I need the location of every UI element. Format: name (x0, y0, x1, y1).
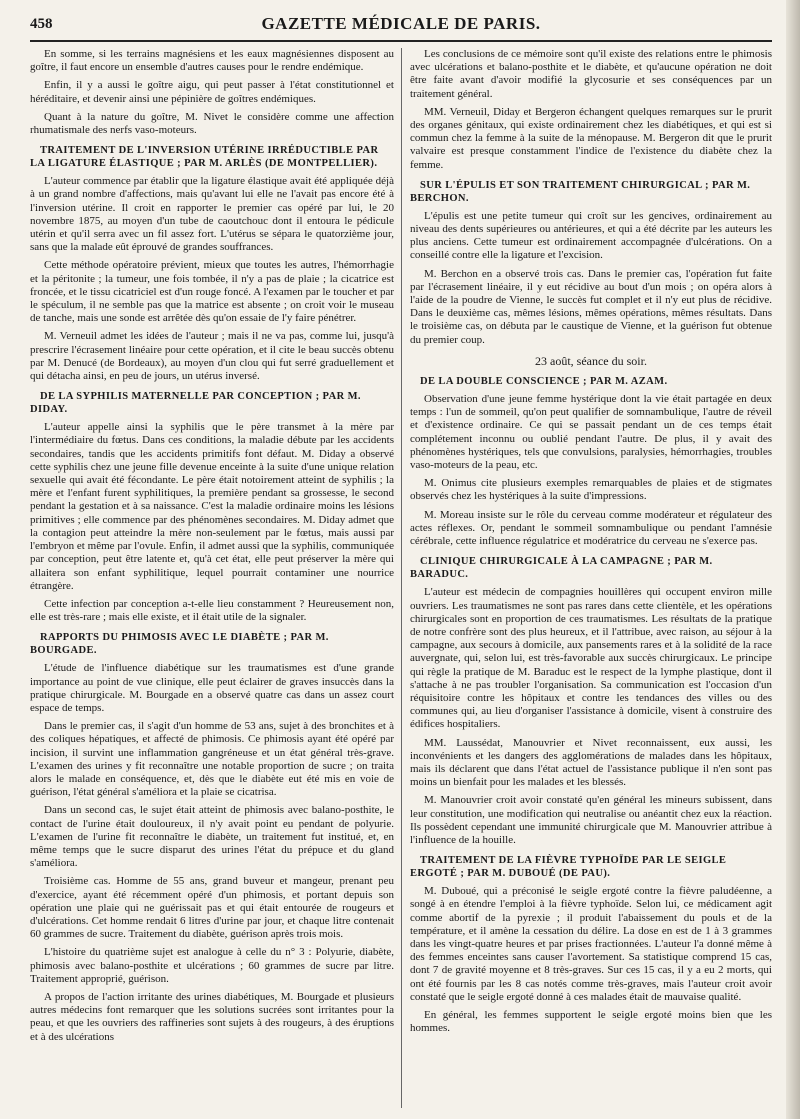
section-heading-clinique: CLINIQUE CHIRURGICALE À LA CAMPAGNE ; PAR M. BARADUC. (410, 556, 713, 581)
section-heading-phimosis: RAPPORTS DU PHIMOSIS AVEC LE DIABÈTE ; PAR M. BOURGADE. (30, 632, 329, 657)
paragraph-inversion-3: M. Verneuil admet les idées de l'auteur ; mais il ne va pas, comme lui, jusqu'à prescrire l'écrasement linéaire pour cette opération, et il cite le beau succès obtenu par M. Denucé (de Bordeaux), au moyen d'un clou qui fut serré graduellement et qui détacha ainsi, en peu de jours, un utérus inversé. (30, 330, 394, 383)
paragraph-clinique-3: M. Manouvrier croit avoir constaté qu'en général les mineurs subissent, dans leur constitution, une modification qui neutralise ou anéantit chez eux la réaction. Ils possèdent cependant une immunité chirurgicale que M. Manouvrier attribue à l'influence de la houille. (410, 794, 772, 846)
paragraph-typhoide-2: En général, les femmes supportent le seigle ergoté moins bien que les hommes. (410, 1008, 772, 1035)
paragraph-phimosis-4: Troisième cas. Homme de 55 ans, grand buveur et mangeur, prenant peu d'exercice, ayant été récemment opéré d'un phimosis, et portant depuis son opération une plaie qui ne guérissait pas et qui était entourée de rougeurs et d'ulcérations. Cet homme rendait 6 litres d'urine par jour, et chaque litre contenait 60 grammes de sucre. Traitement du diabète, guérison après trois mois. (30, 875, 394, 941)
header-rule (30, 40, 772, 42)
paragraph-goitre-1: En somme, si les terrains magnésiens et les eaux magnésiennes disposent au goître, il faut encore un ensemble d'autres causes pour le rendre endémique. (30, 48, 394, 74)
page-edge-shadow (786, 0, 800, 1119)
paragraph-prurit: MM. Verneuil, Diday et Bergeron échangent quelques remarques sur le prurit des organes génitaux, qui existe ordinairement chez les diabétiques, et qui est si commun chez la femme à la suite de la ménopause. M. Bergeron dit que le prurit valvaire est presque constamment l'indice de l'existence du diabète chez la femme. (410, 105, 772, 171)
paragraph-clinique-2: MM. Laussédat, Manouvrier et Nivet reconnaissent, eux aussi, les inconvénients et les dangers des agglomérations de malades dans les hôpitaux, mais ils déclarent que dans l'état actuel de l'assistance publique il n'en sont pas moins un bienfait pour les malades et les blessés. (410, 736, 772, 789)
paragraph-goitre-3: Quant à la nature du goître, M. Nivet le considère comme une affection rhumatismale des nerfs vaso-moteurs. (30, 110, 394, 137)
section-heading-epulis: SUR L'ÉPULIS ET SON TRAITEMENT CHIRURGICAL ; PAR M. BERCHON. (410, 179, 751, 204)
paragraph-syphilis-2: Cette infection par conception a-t-elle lieu constamment ? Heureusement non, elle est très-rare ; mais elle existe, et il était utile de la signaler. (30, 597, 394, 624)
paragraph-phimosis-1: L'étude de l'influence diabétique sur les traumatismes est d'une grande importance au point de vue clinique, elle peut éclairer de graves insuccès dans la pratique chirurgicale. M. Bourgade en a observé quatre cas dans un assez court espace de temps. (30, 662, 394, 714)
left-column (30, 48, 394, 1112)
paragraph-conscience-3: M. Moreau insiste sur le rôle du cerveau comme modérateur et régulateur des actes réflexes. Or, pendant le sommeil somnambulique ou pendant l'amnésie cérébrale, cette influence régulatrice et modératrice du cerveau ne s'exerce pas. (410, 508, 772, 548)
paragraph-inversion-2: Cette méthode opératoire prévient, mieux que toutes les autres, l'hémorrhagie et la péritonite ; la tumeur, une fois tombée, il n'y a pas de plaie ; la cicatrice est froncée, et le tissu cicatriciel est d'un rouge foncé. A l'examen par le toucher et par le spéculum, il ne semble pas que la matrice est absente ; on croit voir le museau de tanche, mais une sonde est arrêtée dès qu'on essaie de l'y faire pénétrer. (30, 259, 394, 325)
paragraph-goitre-2: Enfin, il y a aussi le goître aigu, qui peut passer à l'état constitutionnel et héréditaire, et devenir ainsi une pépinière de goîtres endémiques. (30, 79, 394, 105)
paragraph-phimosis-5: L'histoire du quatrième sujet est analogue à celle du n° 3 : Polyurie, diabète, phimosis avec balano-posthite et ulcérations ; 60 grammes de sucre par litre. Traitement approprié, guérison. (30, 946, 394, 985)
section-heading-conscience: DE LA DOUBLE CONSCIENCE ; PAR M. AZAM. (420, 376, 668, 388)
paragraph-syphilis-1: L'auteur appelle ainsi la syphilis que le père transmet à la mère par l'intermédiaire du fœtus. Dans ces conditions, la maladie débute par les accidents secondaires, tandis que les accidents primitifs font défaut. M. Diday a observé cette syphilis chez une jeune fille devenue enceinte à la suite d'une unique relation sexuelle qui avait été fécondante. Le père était notoirement atteint de syphilis ; la mère et l'enfant furent syphilitiques, la première pendant sa grossesse, le second pendant la gestation et à sa naissance. C'est la maladie ordinaire moins les lésions primitives ; elle commence par des phénomènes secondaires. M. Diday admet que la contagion peut atteindre la mère non-seulement par le fœtus, mais aussi par l'embryon et même par l'ovule. Enfin, il admet aussi que la syphilis, communiquée par conception, peut être latente et, qu'à cet état, elle peut préserver la mère qui allaitera son enfant syphilitique, lequel pourrait contaminer une nourrice étrangère. (30, 421, 394, 592)
paragraph-phimosis-6: A propos de l'action irritante des urines diabétiques, M. Bourgade et plusieurs autres médecins font remarquer que les solutions sucrées sont irritantes pour la peau, et que les ouvriers des raffineries sont sujets à des rougeurs, à des éruptions et à des ulcérations (30, 990, 394, 1043)
paragraph-typhoide-1: M. Duboué, qui a préconisé le seigle ergoté contre la fièvre paludéenne, a songé à en étendre l'emploi à la fièvre typhoïde. Selon lui, ce médicament agit comme abortif de la pyrexie ; il produit l'abaissement du pouls et de la température, et il amène la cessation du délire. La dose en est de 1 à 3 grammes dans les vingt-quatre heures et par prises fractionnées. L'auteur l'a donné même à des femmes enceintes sans causer l'avortement. Sa statistique comprend 15 cas, dont 7 de gravité moyenne et 8 très-graves. Sur ces 15 cas, il y a eu 2 morts, qui ont été fournis par les 8 cas notés comme très-graves, mais l'auteur croit avoir constaté que le seigle ergoté donné à ces malades était de mauvaise qualité. (410, 885, 772, 1003)
section-heading-typhoide: TRAITEMENT DE LA FIÈVRE TYPHOÏDE PAR LE SEIGLE ERGOTÉ ; PAR M. DUBOUÉ (DE PAU). (410, 855, 727, 880)
right-column (410, 48, 772, 1112)
paragraph-conclusions: Les conclusions de ce mémoire sont qu'il existe des relations entre le phimosis avec ulcérations et balano-posthite et le diabète, et qu'aucune opération ne doit être faite avant d'avoir modifié la glycosurie et ses conséquences par un traitement général. (410, 48, 772, 100)
page-header (30, 14, 772, 40)
session-heading: 23 août, séance du soir. (535, 353, 647, 368)
page-number: 458 (30, 16, 53, 32)
paragraph-conscience-1: Observation d'une jeune femme hystérique dont la vie était partagée en deux temps : l'un de sommeil, qu'on peut qualifier de somnambulique, l'autre de réveil et d'existence ordinaire. Ce qui se passait pendant un de ces temps était complétement inconnu ou oublié pendant l'autre. De plus, il y avait des phénomènes hystériques, tels que convulsions, paralysies, hémorrhagies, troubles vaso-moteurs de la peau, etc. (410, 393, 772, 472)
paragraph-phimosis-3: Dans un second cas, le sujet était atteint de phimosis avec balano-posthite, le contact de l'urine était douloureux, il n'y avait point eu pendant de polyurie. L'examen de l'urine fit reconnaître le diabète, un traitement fut institué, et, en même temps que le sucre disparut des urines l'état du prépuce et du gland s'améliora. (30, 804, 394, 870)
journal-title: GAZETTE MÉDICALE DE PARIS. (261, 14, 541, 33)
paragraph-phimosis-2: Dans le premier cas, il s'agit d'un homme de 53 ans, sujet à des bronchites et à des coliques hépatiques, et affecté de phimosis. Ce phimosis ayant été opéré par incision, il survint une inflammation gangréneuse et un état général très-grave. L'examen des urines y fit reconnaître une notable proportion de sucre ; on traita alors le malade en conséquence, et, dès que le diabète eut été mis en voie de guérison, l'état général s'améliora et la plaie se cicatrisa. (30, 720, 394, 799)
paragraph-clinique-1: L'auteur est médecin de compagnies houillères qui occupent environ mille ouvriers. Les traumatismes ne sont pas rares dans cette clientèle, et les opérations chirurgicales sont en proportion de ces traumatismes. Les résultats de la pratique de notre confrère sont des plus heureux, et il l'attribue, avec raison, au séjour à la campagne, aux secours à domicile, aux pansements rares et à la solidité de la race auvergnate, qui, selon lui, est très-favorable aux succès chirurgicaux. Le principe qui règle la pratique de M. Baraduc est le respect de la lymphe plastique, dont il s'attache à ne pas troubler l'organisation. Sa communication est l'occasion d'un réquisitoire contre les hôpitaux et contre les tendances des villes ou des communes qui, au lieu d'organiser l'assistance à domicile, visent à construire des édifices hospitaliers. (410, 586, 772, 731)
paragraph-inversion-1: L'auteur commence par établir que la ligature élastique avait été appliquée déjà à un grand nombre d'affections, mais qu'avant lui elle ne l'avait pas encore été à l'inversion utérine. Il croit en rapporter le premier cas opéré par lui, le 20 novembre 1875, au moyen d'un tube de caoutchouc dont il entoura le pédicule utérin et qu'il serra avec un fil assez fort. L'utérus se sépara le quatorzième jour, sans que la malade eût éprouvé de grandes souffrances. (30, 175, 394, 254)
paragraph-epulis-1: L'épulis est une petite tumeur qui croît sur les gencives, ordinairement au niveau des dents supérieures ou antérieures, et qui a été décrite par les auteurs les plus anciens. Cette tumeur est ordinairement accompagnée d'ulcérations. On a conseillé contre elle la ligature et l'excision. (410, 209, 772, 262)
section-heading-inversion: TRAITEMENT DE L'INVERSION UTÉRINE IRRÉDUCTIBLE PAR LA LIGATURE ÉLASTIQUE ; PAR M. ARLÈS (DE MONTPELLIER). (30, 145, 379, 170)
section-heading-syphilis: DE LA SYPHILIS MATERNELLE PAR CONCEPTION ; PAR M. DIDAY. (30, 391, 361, 416)
paragraph-epulis-2: M. Berchon en a observé trois cas. Dans le premier cas, l'opération fut faite par l'écrasement linéaire, il y eut récidive au bout d'un mois ; on opéra alors à l'aide de la poudre de Vienne, le succès fut complet et il n'y eut plus de récidive. Dans le deuxième cas, mêmes lésions, mêmes opérations, mêmes résultats. Dans le troisième cas, on débuta par le caustique de Vienne, et la guérison fut obtenue du premier coup. (410, 267, 772, 346)
paragraph-conscience-2: M. Onimus cite plusieurs exemples remarquables de plaies et de stigmates observés chez les hystériques à la suite d'impressions. (410, 477, 772, 503)
column-divider (401, 48, 402, 1108)
